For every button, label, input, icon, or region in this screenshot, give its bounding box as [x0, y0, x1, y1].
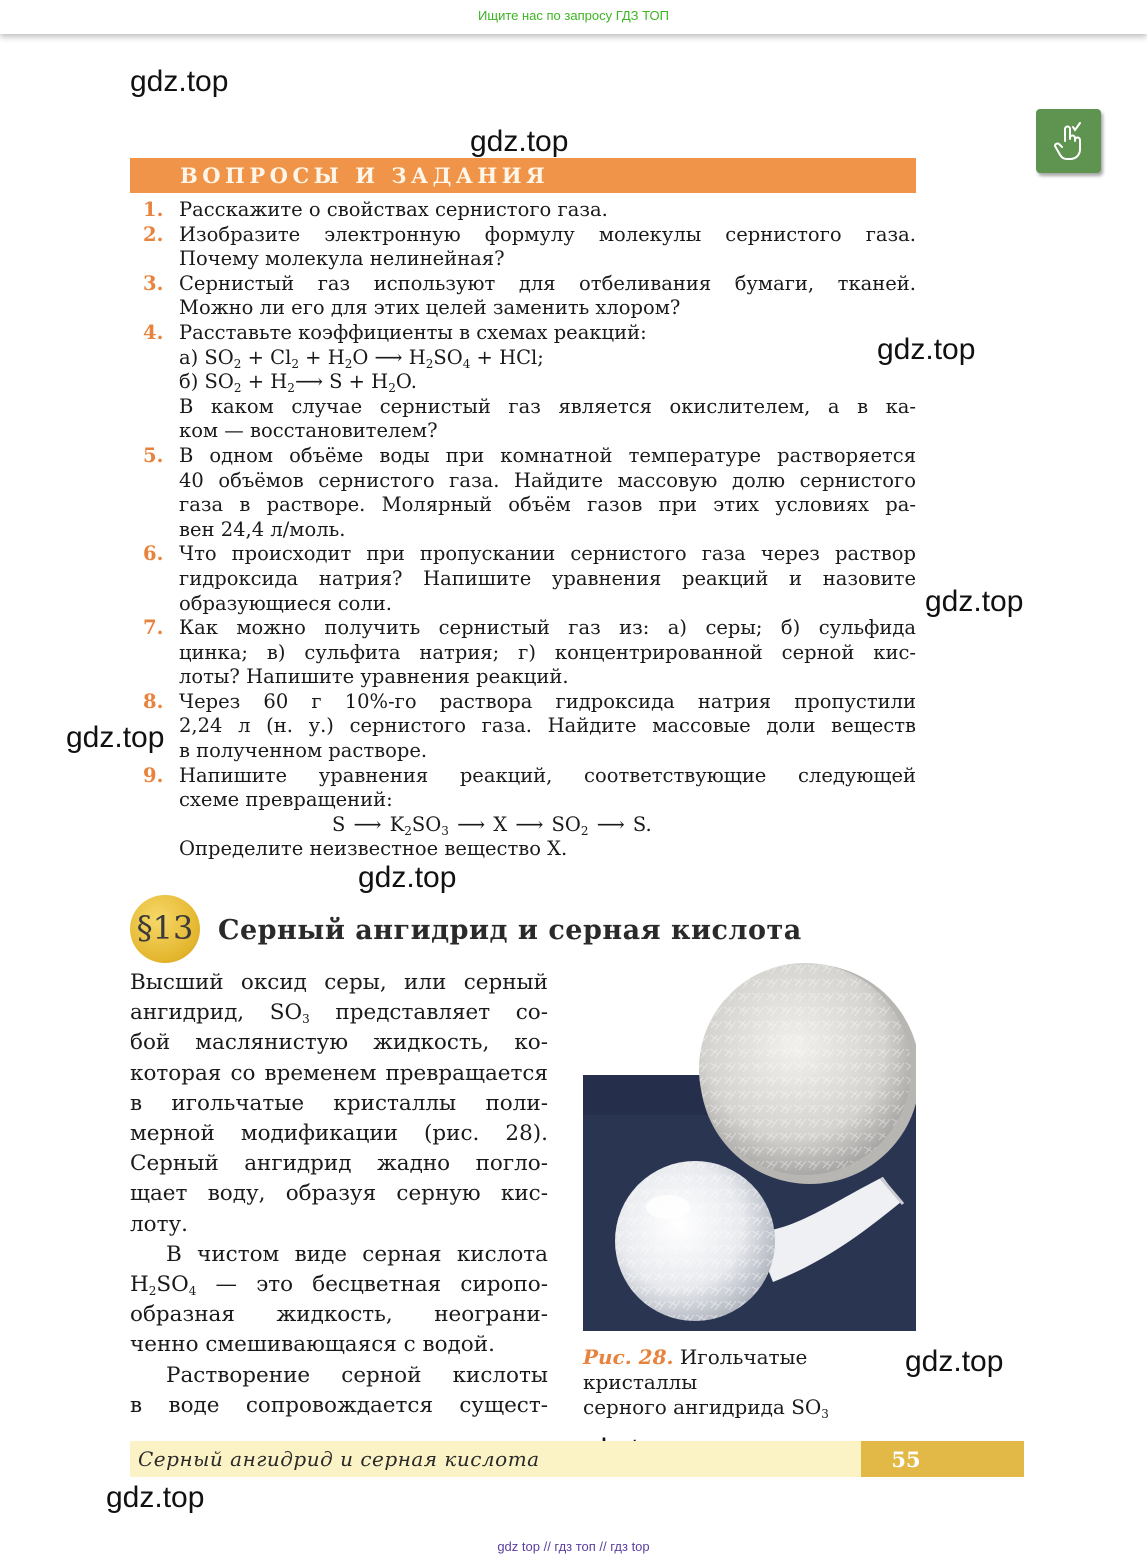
- text-line: Высший оксид серы, или серный: [130, 970, 548, 995]
- question-number: 6.: [143, 542, 164, 566]
- question-line: Расскажите о свойствах сернистого газа.: [179, 198, 608, 221]
- text-line: [130, 998, 548, 1028]
- question-number: 7.: [143, 616, 164, 640]
- question-line: газа в растворе. Молярный объём газов при этих условиях ра-: [179, 493, 916, 517]
- top-banner-text: Ищите нас по запросу ГДЗ ТОП: [478, 8, 669, 23]
- question-number: 3.: [143, 271, 164, 295]
- text-line: лоту.: [130, 1211, 188, 1237]
- text-fragment: — это бесцветная сиропо-: [196, 1272, 548, 1298]
- text-line: Растворение серной кислоты: [166, 1362, 548, 1388]
- top-banner: [0, 0, 1147, 34]
- questions-header: [130, 158, 916, 193]
- question-8: [140, 690, 916, 764]
- watermark: gdz.top: [66, 721, 165, 754]
- question-line: лоты? Напишите уравнения реакций.: [179, 665, 569, 689]
- question-line: Напишите уравнения реакций, соответствующие следующей: [179, 763, 916, 787]
- tap-hint-button[interactable]: [1036, 109, 1101, 173]
- text-line: в воде сопровождается сущест-: [130, 1392, 548, 1418]
- text-line: бой маслянистую жидкость, ко-: [130, 1030, 548, 1056]
- hand-pointer-icon: [1051, 121, 1087, 161]
- watermark: gdz.top: [877, 333, 976, 366]
- watermark: gdz.top: [130, 65, 229, 98]
- caption-text: кристаллы: [583, 1370, 698, 1394]
- caption-text: серного ангидрида SO: [583, 1395, 822, 1419]
- question-line: Расставьте коэффициенты в схемах реакций:: [179, 320, 647, 344]
- question-line: В одном объёме воды при комнатной температуре растворяется: [179, 443, 916, 467]
- paragraph-number: §13: [136, 909, 194, 947]
- so3-crystals-illustration: [583, 962, 916, 1331]
- watermark: gdz.top: [905, 1345, 1004, 1378]
- running-title: Серный ангидрид и серная кислота: [138, 1447, 540, 1471]
- reaction-a: а) $SO_2 + Cl_2 + H_2O$ ⟶ $H_2SO_4$ + HCl;: [179, 345, 544, 371]
- questions-list: [140, 198, 916, 862]
- figure-label: Рис. 28.: [583, 1345, 674, 1369]
- reaction-b-prefix: б): [179, 370, 199, 394]
- question-2: [140, 223, 916, 272]
- text-fragment: ангидрид, SO: [130, 1000, 303, 1026]
- question-line: Сернистый газ используют для отбеливания бумаги, тканей.: [179, 271, 916, 295]
- question-line: в полученном растворе.: [179, 739, 428, 763]
- question-line: 2,24 л (н. у.) сернистого газа. Найдите массовые доли веществ: [179, 714, 916, 738]
- caption-text: Игольчатые: [679, 1345, 808, 1369]
- question-line: вен 24,4 л/моль.: [179, 517, 346, 541]
- question-line: 40 объёмов сернистого газа. Найдите массовую долю сернистого: [179, 468, 916, 492]
- question-5: [140, 444, 916, 542]
- text-line: $H_2SO_4$ — это бесцветная сиропо-: [130, 1272, 548, 1299]
- question-line: Можно ли его для этих целей заменить хлором?: [179, 296, 681, 320]
- figure-28-photo: [583, 962, 916, 1331]
- questions-header-text: ВОПРОСЫ И ЗАДАНИЯ: [180, 163, 550, 188]
- question-3: [140, 272, 916, 321]
- reaction-a-prefix: а): [179, 345, 199, 369]
- question-line: цинка; в) сульфита натрия; г) концентрированной серной кис-: [179, 640, 916, 664]
- reaction-b: б) $SO_2$ + $H_2⟶$ $S + H_2O$.: [179, 370, 417, 396]
- page-footer: [130, 1441, 1024, 1477]
- question-line: ком — восстановителем?: [179, 419, 438, 443]
- bottom-links[interactable]: gdz top // гдз топ // гдз top: [497, 1539, 650, 1554]
- question-line: Что происходит при пропускании сернистого газа через раствор: [179, 542, 916, 566]
- text-line: В чистом виде серная кислота: [166, 1241, 548, 1267]
- question-number: 1.: [143, 198, 164, 221]
- page-number-box: [861, 1441, 1024, 1477]
- watermark: gdz.top: [106, 1481, 205, 1514]
- watermark: gdz.top: [358, 861, 457, 894]
- question-line: схеме превращений:: [179, 788, 393, 812]
- text-line: мерной модификации (рис. 28).: [130, 1121, 548, 1147]
- question-number: 4.: [143, 320, 164, 344]
- text-line: щает воду, образуя серную кис-: [130, 1181, 548, 1207]
- text-fragment: представляет со-: [309, 1000, 548, 1026]
- body-text: [130, 968, 548, 1421]
- question-line: гидроксида натрия? Напишите уравнения реакций и назовите: [179, 566, 916, 590]
- question-line: образующиеся соли.: [179, 591, 393, 615]
- paragraph-badge: [130, 895, 200, 963]
- question-1: [140, 198, 916, 223]
- question-number: 5.: [143, 443, 164, 467]
- question-line: Через 60 г 10%-го раствора гидроксида натрия пропустили: [179, 689, 916, 713]
- question-number: 9.: [143, 763, 164, 787]
- question-line: Определите неизвестное вещество X.: [179, 837, 568, 861]
- question-6: [140, 542, 916, 616]
- question-number: 2.: [143, 222, 164, 246]
- text-line: ченно смешивающаяся с водой.: [130, 1332, 495, 1358]
- watermark: gdz.top: [470, 125, 569, 158]
- page-number: 55: [891, 1447, 921, 1472]
- question-7: [140, 616, 916, 690]
- question-number: 8.: [143, 689, 164, 713]
- question-4: [140, 321, 916, 444]
- question-line: В каком случае сернистый газ является окислителем, а в ка-: [179, 394, 916, 418]
- question-9: [140, 764, 916, 862]
- watermark: gdz.top: [925, 585, 1024, 618]
- figure-caption: Рис. 28. Игольчатые кристаллы серного ангидрида $SO_3$: [583, 1345, 829, 1421]
- question-line: Почему молекула нелинейная?: [179, 247, 505, 271]
- question-line: Как можно получить сернистый газ из: а) серы; б) сульфида: [179, 616, 916, 640]
- transformation-scheme: S ⟶ $K_2SO_3$ ⟶ X ⟶ $SO_2$ ⟶ S.: [332, 812, 652, 838]
- text-line: которая со временем превращается: [130, 1060, 548, 1086]
- text-line: Серный ангидрид жадно погло-: [130, 1151, 548, 1177]
- paragraph-title: Серный ангидрид и серная кислота: [218, 915, 802, 946]
- text-line: образная жидкость, неограни-: [130, 1302, 548, 1328]
- question-line: Изобразите электронную формулу молекулы сернистого газа.: [179, 222, 916, 246]
- subscript: 3: [302, 1012, 310, 1027]
- text-line: в игольчатые кристаллы поли-: [130, 1090, 548, 1116]
